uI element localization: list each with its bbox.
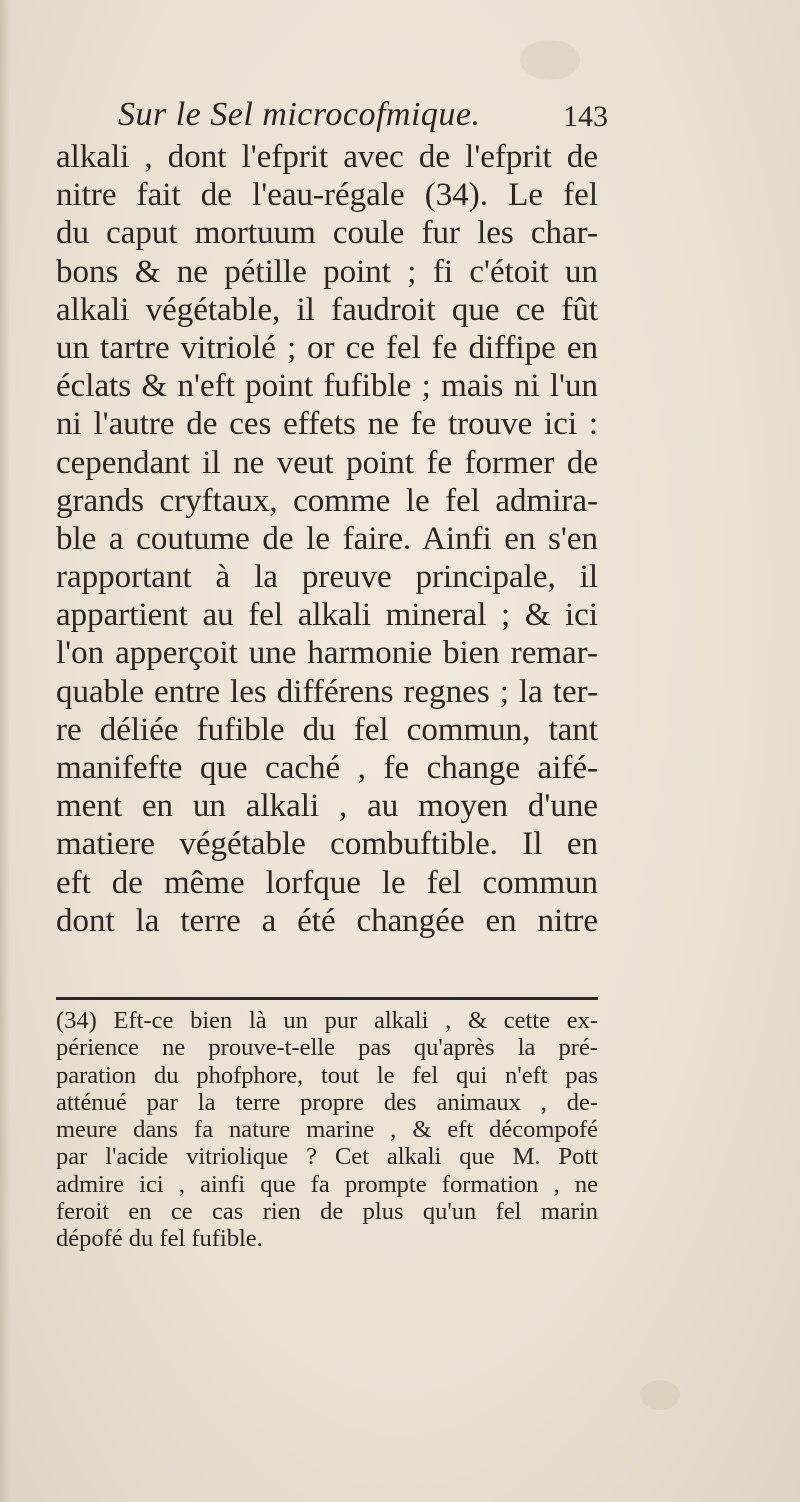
body-line: alkali , dont l'efprit avec de l'efprit de	[56, 139, 598, 175]
footnote	[56, 1007, 598, 1253]
footnote-line: atténué par la terre propre des animaux , de-	[56, 1088, 598, 1116]
footnote-rule	[56, 997, 598, 1000]
footnote-line: paration du phofphore, tout le fel qui n'eft pas	[56, 1061, 598, 1089]
body-line: du caput mortuum coule fur les char-	[56, 215, 598, 252]
body-line: matiere végétable combuftible. Il en	[56, 826, 598, 863]
body-line: alkali végétable, il faudroit que ce fût	[56, 291, 598, 328]
footnote-line: par l'acide vitriolique ? Cet alkali que M. Pott	[56, 1143, 598, 1171]
footnote-line: feroit en ce cas rien de plus qu'un fel marin	[56, 1198, 598, 1226]
running-head	[118, 96, 758, 144]
body-line: ni l'autre de ces effets ne fe trouve ici :	[56, 406, 598, 443]
body-line: rapportant à la preuve principale, il	[56, 559, 598, 596]
footnote-line: admire ici , ainfi que fa prompte formation , ne	[56, 1170, 598, 1198]
body-line: cependant il ne veut point fe former de	[56, 444, 598, 481]
body-line: l'on apperçoit une harmonie bien remar-	[56, 635, 598, 672]
footnote-line: meure dans fa nature marine , & eft décompofé	[56, 1116, 598, 1144]
running-title: Sur le Sel microcofmique.	[118, 96, 481, 133]
body-line: bons & ne pétille point ; fi c'étoit un	[56, 253, 598, 290]
body-line: un tartre vitriolé ; or ce fel fe diffipe en	[56, 329, 598, 366]
body-line: manifefte que caché , fe change aifé-	[56, 750, 598, 786]
page-number: 143	[563, 100, 608, 133]
body-line: éclats & n'eft point fufible ; mais ni l'un	[56, 368, 598, 405]
footnote-line: dépofé du fel fufible.	[56, 1225, 263, 1253]
body-line: eft de même lorfque le fel commun	[56, 864, 598, 901]
body-text	[56, 138, 756, 940]
paper-stain	[640, 1380, 680, 1410]
body-line: nitre fait de l'eau-régale (34). Le fel	[56, 177, 598, 214]
body-line: ble a coutume de le faire. Ainfi en s'en	[56, 520, 598, 557]
body-line: appartient au fel alkali mineral ; & ici	[56, 597, 598, 634]
footnote-line: (34) Eft-ce bien là un pur alkali , & cette ex-	[56, 1007, 598, 1034]
page-gutter-shadow	[0, 0, 10, 1502]
body-line: dont la terre a été changée en nitre	[56, 902, 598, 939]
paper-stain	[520, 40, 580, 80]
body-line: ment en un alkali , au moyen d'une	[56, 788, 598, 825]
body-line: re déliée fufible du fel commun, tant	[56, 711, 598, 748]
body-line: quable entre les différens regnes ; la ter-	[56, 673, 598, 710]
body-line: grands cryftaux, comme le fel admira-	[56, 482, 598, 519]
footnote-line: périence ne prouve-t-elle pas qu'après la pré-	[56, 1034, 598, 1062]
